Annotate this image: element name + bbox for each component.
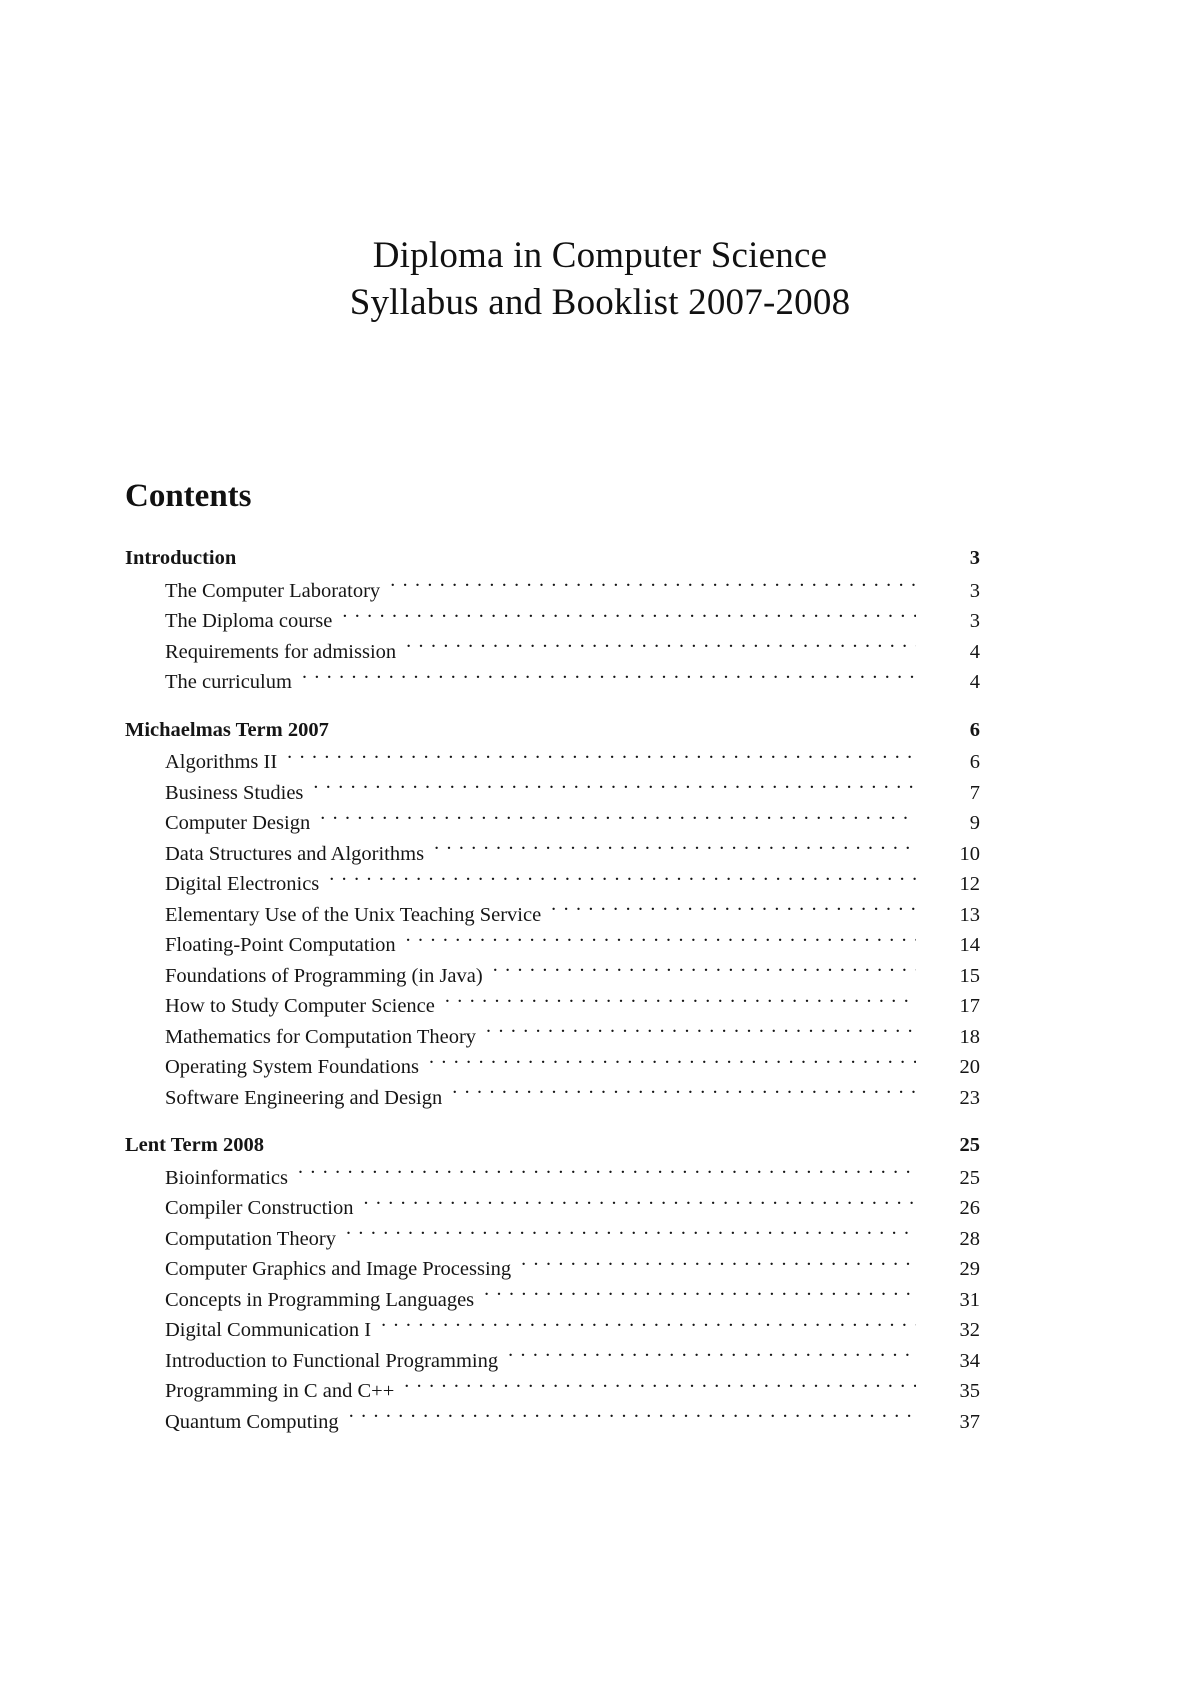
toc-entry-label: The curriculum — [165, 671, 292, 693]
toc-entry-row[interactable] — [125, 1346, 980, 1377]
toc-section-page: 25 — [959, 1134, 980, 1156]
toc-leader-dots — [406, 638, 916, 658]
toc-leader-dots — [521, 1255, 916, 1275]
toc-entry-row[interactable] — [125, 900, 980, 931]
toc-entry-page: 10 — [959, 842, 980, 865]
toc-entry-page: 7 — [969, 781, 980, 804]
toc-leader-dots — [339, 716, 916, 736]
toc-leader-dots — [363, 1194, 916, 1214]
toc-entry-page: 3 — [969, 579, 980, 602]
toc-entry-label: Computer Graphics and Image Processing — [165, 1258, 512, 1280]
toc-entry-row[interactable] — [125, 808, 980, 839]
toc-leader-dots — [452, 1084, 916, 1104]
toc-entry-row[interactable] — [125, 1376, 980, 1407]
toc-entry-row[interactable] — [125, 930, 980, 961]
title-line-1: Diploma in Computer Science — [372, 235, 828, 276]
toc-entry-page: 17 — [959, 995, 980, 1017]
toc-entry-label: Quantum Computing — [165, 1410, 339, 1433]
toc-section-label: Lent Term 2008 — [125, 1134, 264, 1156]
toc-entry-label: Introduction to Functional Programming — [165, 1349, 499, 1372]
toc-entry-label: Mathematics for Computation Theory — [165, 1025, 477, 1048]
toc-section-label: Michaelmas Term 2007 — [125, 718, 329, 741]
toc-section-row[interactable] — [125, 715, 980, 746]
toc-entry-row[interactable] — [125, 1224, 980, 1255]
toc-entry-label: Computer Design — [165, 812, 311, 834]
toc-entry-row[interactable] — [125, 1022, 980, 1053]
toc-entry-label: The Diploma course — [165, 610, 333, 632]
toc-section — [125, 715, 980, 1114]
toc-entry-label: The Computer Laboratory — [165, 579, 381, 602]
toc-entry-label: Computation Theory — [165, 1227, 337, 1250]
toc-entry-page: 18 — [959, 1025, 980, 1048]
toc-entry-page: 6 — [969, 751, 980, 773]
toc-entry-row[interactable] — [125, 1285, 980, 1316]
toc-entry-label: Programming in C and C++ — [165, 1380, 395, 1402]
toc-entry-row[interactable] — [125, 961, 980, 992]
toc-entry-row[interactable] — [125, 576, 980, 607]
toc-entry-row[interactable] — [125, 606, 980, 637]
toc-leader-dots — [313, 779, 916, 799]
contents-heading: Contents — [125, 478, 252, 514]
toc-entry-page: 4 — [969, 671, 980, 693]
toc-entry-row[interactable] — [125, 747, 980, 778]
toc-leader-dots — [381, 1316, 916, 1336]
toc-leader-dots — [406, 931, 916, 951]
toc-entry-label: How to Study Computer Science — [165, 995, 435, 1017]
toc-entry-page: 20 — [959, 1056, 980, 1078]
toc-entry-page: 12 — [959, 873, 980, 895]
toc-entry-label: Requirements for admission — [165, 640, 397, 663]
toc-leader-dots — [349, 1408, 916, 1428]
toc-entry-row[interactable] — [125, 1052, 980, 1083]
toc-leader-dots — [342, 607, 916, 627]
toc-entry-row[interactable] — [125, 869, 980, 900]
toc-entry-page: 37 — [959, 1410, 980, 1433]
toc-entry-row[interactable] — [125, 1315, 980, 1346]
toc-entry-row[interactable] — [125, 778, 980, 809]
toc-entry-row[interactable] — [125, 637, 980, 668]
toc-entry-page: 25 — [959, 1166, 980, 1189]
toc-entry-page: 3 — [969, 610, 980, 632]
toc-leader-dots — [434, 840, 916, 860]
toc-leader-dots — [390, 577, 916, 597]
toc-entry-label: Bioinformatics — [165, 1166, 288, 1189]
toc-leader-dots — [246, 544, 916, 564]
toc-leader-dots — [484, 1286, 916, 1306]
toc-entry-row[interactable] — [125, 1163, 980, 1194]
toc-entry-page: 29 — [959, 1258, 980, 1280]
toc-leader-dots — [508, 1347, 916, 1367]
toc-section-row[interactable] — [125, 543, 980, 574]
toc-entry-row[interactable] — [125, 667, 980, 698]
table-of-contents — [125, 543, 980, 1454]
toc-entry-page: 23 — [959, 1086, 980, 1109]
toc-section-label: Introduction — [125, 547, 237, 569]
toc-leader-dots — [493, 962, 916, 982]
document-title — [0, 232, 1200, 326]
toc-leader-dots — [298, 1164, 916, 1184]
toc-entry-page: 32 — [959, 1319, 980, 1341]
title-line-2: Syllabus and Booklist 2007-2008 — [349, 282, 851, 323]
toc-section — [125, 543, 980, 698]
toc-leader-dots — [320, 809, 916, 829]
toc-entry-page: 13 — [959, 903, 980, 926]
toc-entry-label: Foundations of Programming (in Java) — [165, 964, 483, 987]
toc-leader-dots — [287, 748, 916, 768]
toc-entry-label: Operating System Foundations — [165, 1056, 419, 1078]
toc-entry-row[interactable] — [125, 1407, 980, 1438]
toc-entry-label: Concepts in Programming Languages — [165, 1288, 475, 1311]
toc-entry-row[interactable] — [125, 839, 980, 870]
toc-entry-page: 15 — [959, 964, 980, 987]
toc-entry-row[interactable] — [125, 1083, 980, 1114]
toc-entry-page: 31 — [959, 1288, 980, 1311]
toc-entry-label: Digital Electronics — [165, 873, 320, 895]
toc-leader-dots — [274, 1131, 916, 1151]
toc-entry-page: 26 — [959, 1197, 980, 1219]
toc-entry-label: Data Structures and Algorithms — [165, 842, 425, 865]
toc-entry-page: 9 — [969, 812, 980, 834]
toc-entry-label: Algorithms II — [165, 751, 278, 773]
toc-entry-label: Elementary Use of the Unix Teaching Service — [165, 903, 542, 926]
toc-section-row[interactable] — [125, 1130, 980, 1161]
toc-entry-page: 35 — [959, 1380, 980, 1402]
toc-leader-dots — [486, 1023, 916, 1043]
toc-entry-label: Software Engineering and Design — [165, 1086, 443, 1109]
toc-leader-dots — [429, 1053, 916, 1073]
toc-entry-page: 14 — [959, 934, 980, 956]
toc-entry-page: 34 — [959, 1349, 980, 1372]
toc-section-page: 3 — [969, 547, 980, 569]
toc-leader-dots — [329, 870, 916, 890]
toc-entry-label: Business Studies — [165, 781, 304, 804]
toc-section — [125, 1130, 980, 1437]
toc-leader-dots — [346, 1225, 916, 1245]
toc-entry-row[interactable] — [125, 991, 980, 1022]
toc-leader-dots — [302, 668, 916, 688]
toc-entry-page: 28 — [959, 1227, 980, 1250]
toc-entry-row[interactable] — [125, 1193, 980, 1224]
toc-leader-dots — [445, 992, 916, 1012]
toc-entry-label: Floating-Point Computation — [165, 934, 396, 956]
toc-leader-dots — [404, 1377, 916, 1397]
toc-leader-dots — [551, 901, 916, 921]
toc-entry-label: Digital Communication I — [165, 1319, 372, 1341]
toc-entry-page: 4 — [969, 640, 980, 663]
toc-section-page: 6 — [969, 718, 980, 741]
toc-entry-row[interactable] — [125, 1254, 980, 1285]
toc-entry-label: Compiler Construction — [165, 1197, 354, 1219]
